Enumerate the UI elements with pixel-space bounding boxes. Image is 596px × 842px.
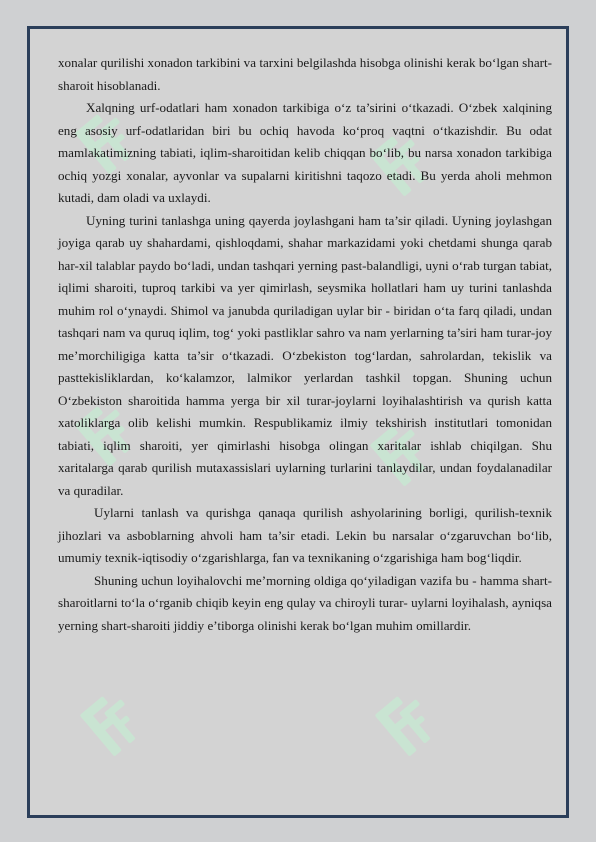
document-body xyxy=(58,52,552,637)
paragraph: xonalar qurilishi xonadon tarkibini va tarxini belgilashda hisobga olinishi kerak bo‘lgan shart-sharoit hisoblanadi. xyxy=(58,55,552,93)
paragraph: Uyning turini tanlashga uning qayerda joylashgani ham ta’sir qiladi. Uyning joylashgan joyiga qarab uy shahardami, qishloqdami, shahar markazidami yoki chetdami shunga qarab har-xil talablar paydo bo‘ladi, undan tashqari yerning past-balandligi, uyni o‘rab turgan tabiat, iqlimi sharoiti, tuproq tarkibi va yer qimirlash, seysmika hollatlari ham uy turini tanlashda muhim rol o‘ynaydi. Shimol va janubda quriladigan uylar bir - biridan o‘ta farq qiladi, undan tashqari nam va quruq iqlim, tog‘ yoki pastliklar sahro va nam yerlarning ta’siri ham turar-joy me’morchiligiga katta ta’sir o‘tkazadi. O‘zbekiston tog‘lardan, sahrolardan, tekislik va pasttekisliklardan, ko‘kalamzor, lalmikor yerlardan tashkil topgan. Shuning uchun O‘zbekiston sharoitida hamma yerga bir xil turar-joylarni loyihalashtirish va qurish katta xatoliklarga olib kelishi mumkin. Respublikamiz ilmiy tekshirish institutlari tomonidan tabiati, iqlim sharoiti, yer qimirlashi hisobga olingan xaritalar ishlab chiqilgan. Shu xaritalarga qarab qurilish mutaxassislari uylarning turlarini tanlaydilar, undan foydalanadilar va quradilar. xyxy=(58,212,552,498)
paragraph: Uylarni tanlash va qurishga qanaqa qurilish ashyolarining borligi, qurilish-texnik jihozlari va asboblarning ahvoli ham ta’sir etadi. Lekin bu narsalar o‘zgaruvchan bo‘lib, umumiy texnik-iqtisodiy o‘zgarishlarga, fan va texnikaning o‘zgarishiga ham bog‘liqdir. xyxy=(58,505,552,565)
ff-watermark-icon xyxy=(370,690,440,760)
paragraph: Xalqning urf-odatlari ham xonadon tarkibiga o‘z ta’sirini o‘tkazadi. O‘zbek xalqining eng asosiy urf-odatlaridan biri bu ochiq havoda ko‘proq vaqtni o‘tkazishdir. Bu odat mamlakatimizning tabiati, iqlim-sharoitidan kelib chiqqan bo‘lib, bu narsa xonadon tarkibiga ochiq yozgi xonalar, ayvonlar va supalarni kiritishni taqozo etadi. Bu yerda aholi mehmon kutadi, dam oladi va uxlaydi. xyxy=(58,100,552,205)
ff-watermark-icon xyxy=(75,690,145,760)
paragraph: Shuning uchun loyihalovchi me’morning oldiga qo‘yiladigan vazifa bu - hamma shart-sharoitlarni to‘la o‘rganib chiqib keyin eng qulay va chiroyli turar- uylarni loyihalash, ayniqsa yerning shart-sharoiti jiddiy e’tiborga olinishi kerak bo‘lgan muhim omillardir. xyxy=(58,572,552,633)
